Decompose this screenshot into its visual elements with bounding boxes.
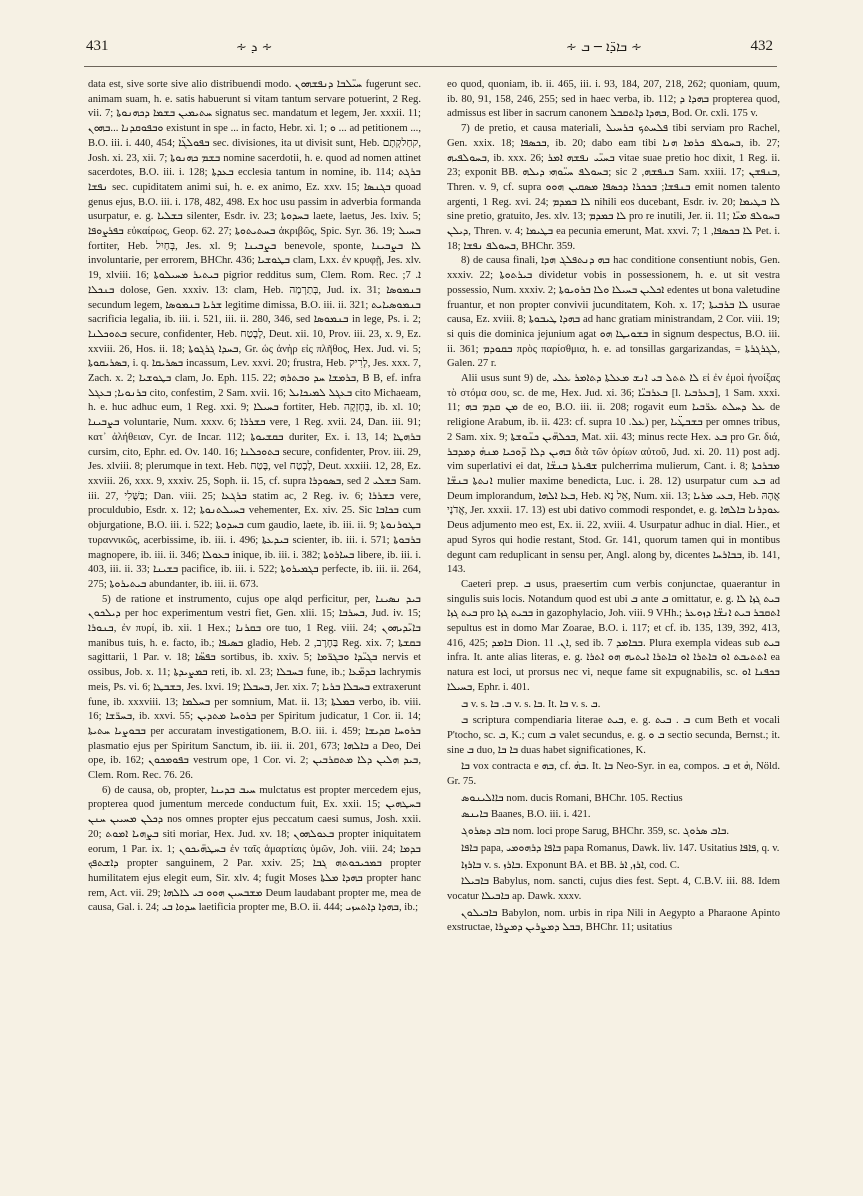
- entry-babylon: ܒܐܒܝܠܘܢ Babylon, nom. urbis in ripa Nili in Aegypto a Pharaone Apinto exstructae, ܒܒܠ ܕܡܨܪܝܢ ܕܡܨܪܐ, BHChr. 11; usitatius: [447, 907, 780, 934]
- left-column: [88, 78, 421, 916]
- right-paragraph-4: Alii usus sunt 9) de, ܠܐ ܬܬܠ ܒܝ ܐܢܫ ܡܥܠܬܐ ܕܬܐܡܪ ܥܠܝ εἰ ἐν ἐμοὶ ἠνοίξας τὸ στόμα σου, sc. de me, Hex. Jud. xi. 36; ܒܥܪܒܝ̈ܐ [l. ܒܥܪܒܝܐ], 1 Sam. xxxi. 11; ܡܢ ܩܕܡ ܒܗ de eo, B.O. iii. ii. 208; rogavit eum ܥܠ ܕܚܠܬ ܥܪ̈ܒܝܐ de religione Arabum, ib. ii. 423: cf. supra ܥܠ. 10) per, ܒܫܒܛ̈ܝܐ per omnes tribus, 2 Sam. xix. 9; ܒܟܠܗ̈ܝܢ ܟܢ̈ܘܫܬܐ, Mat. xii. 43; minus recte Hex. ܒܥ pro Gr. διά, ܒܗܝܢ ܕܠܐ ܕ̈ܘܟܝܐ ܡܢܗ̇ ܕܡܕܒܪ διὰ τῶν ὁρίων αὐτοῦ, Jud. xi. 20. 11) post adj. vim superlativi ei dat, ܫܦܝܪܬܐ ܒܢܫ̈ܐ pulcherrima mulierum, Cant. i. 8; ܡܒܪܟܬܐ ܐܢܬܬܐ ܒܢܫ̈ܐ mulier maxime benedicta, Luc. i. 28. 12) usurpatur cum ܒܥ ad Deum implorandum, ܒܥܐ ܐܠܗܐ, Heb. אֵל נָא, Num. xii. 13; ܒܥܝ ܡܪܝܐ, Heb. אֲהָהּ אֲדֹנָי, Jer. xxxii. 17. 13) est ubi dativo commodi respondet, e. g. ܥܘܕܪܢܐ ܒܐܠܗܐ Deus adjumento meo est, Ex. ii. 22, xviii. 4. Usurpatur adhuc in dial. Hier., et apud Syros qui hodie restant, Stod. Gr. 141, quorum tamen qui in montibus degunt cam reduplicant in sensu per, Angl. along by, dicentes ܒܒܐܪܚܐ, ib. 141, 143.: [447, 373, 781, 576]
- left-paragraph-1: data est, sive sorte sive alio distribuendi modo. ܚܝ̈ܠܒܐ ܕܢܦܫܗܘܢ fugerunt sec. animam suam, h. e. satis habuerunt si vitam tantum servare potuerint, 2 Reg. vii. 7; ܚܬܝܡܝܢ ܒܫܡܐ ܕܟܗܢܘܬܐ signatus sec. mandatum et legem, Jer. xxxii. 11; ܘܒܦܘܩܕܢܐ ...ܒܗܘܢ existunt in spe ... in facto, Hebr. xi. 1; ܘ ... ad petitionem ..., B.O. iii. i. 440, 454; ܒܦܘܠܓ̈ܐ sec. divisiones, ita ut divisit sunt, Heb. קחַלקְתָם, Josh. xi. 23, xii. 7; ܒܫܡ ܟܗܢܘܬܐ nomine sacerdotii, h. e. quod ad nomen attinet sacerdotes, B.O. iii. i. 128; ܒܥܕܬܐ ecclesia tantum in nomine, ib. 114; ܒܪܓܬ ܢܦܫܐ sec. cupiditatem animi sui, h. e. ex animo, Ez. xxv. 15; ܒܓܢܣܐ quoad genus ejus, B.O. iii. i. 178, 482, 498. Ex hoc usu passim in adverbia formanda usurpatur, e. g. ܒܫܠܝܐ silenter, Esdr. iv. 23; ܒܚܕܘܬܐ laete, laetus, Jes. lxiv. 5; ܒܦܪܨܘܦܐ εὐκαίρως, Geop. 62. 27; ܒܚܬܝܬܘܬܐ ἀκριβῶς, Spic. Syr. 36. 19; ܒܚܝܠ fortiter, Heb. בְּחַיִל, Jes. xl. 9; ܒܨܒܝܢܐ benevole, sponte, ܠܐ ܒܨܒܝܢܐ involuntarie, per errorem, BHChr. 436; ܒܛܘܫܝܐ clam, Lxx. ἐν κρυφῇ, Jes. xlv. 19, xlviii. 16; ܒܝܬܝܪ ܡܚܝܠܘܬܐ pigrior redditus sum, Clem. Rom. Rec. ܐ. 7; ܒܢܟܠܐ dolose, Gen. xxxiv. 13: clam, Heb. בְּתַרְמָה, Jud. ix. 31; ܒܢܡܘܣܐ secundum legem, ܫܪܝܐ ܒܢܡܘܣܐ legitime dimissa, B.O. iii. ii. 321; ܒܢܡܘܣܝܐܝܬ sacrificia legalia, ib. iii. i. 521, iii. ii. 280, 346, sed ܒܢܡܘܣܐ in lege, Ps. i. 2; ܒܬܘܟܠܢܐ secure, confidenter, Heb. לָבֶטַח, Deut. xii. 10, Prov. iii. 23, x. 9, Ez. xxviii. 26, Hos. ii. 18; ܒܚܕܐ ܓܪܓܘܬܐ, Gr. ὡς ἀνὴρ εἰς πλῆθος, Hex. Jud. vi. 5; ܒܣܪܝܩܘܬܐ, i. q. ܒܣܪܝܩܐ incassum, Lev. xxvi. 20; frustra, Heb. לָרִיק, Jes. xxx. 7, Zach. x. 2; ܒܛܘܫܝܐ clam, Jo. Eph. 115. 22; ܒܪܡܫܐ ܚܕ ܘܒܬܪܗ, B B, ef. infra ܒܪܢܘܝܐ; ܒܥܓܠ cito, confestim, 2 Sam. xvii. 16; ܒܥܓܠ ܠܡܝܟܐܝܠ cito Michaeam, h. e. huc adhuc eum, 1 Reg. xxi. 9; ܒܚܝܠܐ fortiter, Heb. בְּחָזְקָה, ib. xl. 10; ܒܨܒܝܢܐ voluntarie, Num. xxxv. 6; ܒܫܪܪܐ vere, 1 Reg. xvii. 24, Dan. iii. 91; κατ᾿ ἀλήθειαν, Cyr. de Incar. 112; ܒܩܫܝܘܬܐ duriter, Ex. i. 13, 14; ܒܪܗܛܐ cursim, cito, Ephr. ed. Ov. 140. 16; ܒܬܘܟܠܢܐ secure, confidenter, Prov. iii. 29, Jes. xlviii. 8; plerumque in text. Heb. בֶּטַח, vel לָבֶטַח, Deut. xxxiii. 12, 28, Ez. xxviii. 26, xxx. 9, xxxiv. 25, Soph. ii. 15, cf. supra ܒܣܘܕܪܐ, sed ܒܫܠܝ 2 Sam. iii. 27, בַּשֶּׁלִי; Dan. viii. 25; ܒܪܓܥܐ statim ac, 2 Reg. iv. 6; ܒܫܪܪܐ vere, proculdubio, Esdr. x. 12; ܒܚܝܠܬܢܘܬܐ vehementer, Ex. xiv. 25. Sic ܒܟܐܒܐ cum objurgatione, B.O. iii. i. 522; ܒܚܕܘܬܐ cum gaudio, laete, ib. iii. ii. 9; ܒܛܘܪܢܘܬܐ τυραννικῶς, acerbissime, ib. iii. i. 496; ܒܝܕܥܬܐ scienter, ib. iii. i. 571; ܒܪܒܘܬܐ magnopere, ib. iii. ii. 346; ܒܥܘܠܐ inique, ib. iii. i. 382; ܒܚܐܪܘܬܐ libere, ib. iii. i. 403, iii. ii. 33; ܒܫܝܢܐ pacifice, ib. iii. i. 522; ܒܓܡܝܪܘܬܐ perfecte, ib. iii. ii. 264, 275; ܒܝܬܝܪܘܬܐ abundanter, ib. iii. ii. 673.: [88, 79, 422, 590]
- cross-reference-line: ܒ v. s. ܒ. ܒܐ v. s. ܒܐ. It. ܒܐ v. s. ܒ.: [461, 698, 601, 710]
- left-page-number: 431: [86, 38, 109, 54]
- header-rule: [84, 66, 777, 67]
- entry-babylus: ܒܐܒܝܠܐ Babylus, nom. sancti, cujus dies fest. Sept. 4, C.B.V. iii. 88. Idem vocatur ܒܐܒܝܠܐ ap. Dawk. xxxv.: [447, 876, 780, 902]
- entry-ducis-romani: ܒܐܐܠܝܢܘܣ nom. ducis Romani, BHChr. 105. Rectius: [461, 792, 683, 804]
- right-paragraph-2: 7) de pretio, et causa materiali, ܦܠܚܬܟ ܒܪܚܝܠ tibi serviam pro Rachel, Gen. xxix. 18; ܒܟܣܦܐ, ib. 20; dabo eam tibi ܒܚܘܠܦ ܟܪܡܐ ܗܢܐ, ib. 27; ܒܚܘܠܦܝܗ, ib. xxx. 26; ܒܚܝ̈ܝ ܢܦܫܗ ܐܡܪ vitae suae pretio hoc dixit, 1 Reg. ii. 23; exponit BB. ܒܚܘܠܦ ܚܝ̈ܘܗܝ ܕܝܠܗ; sic ܒܢܦܫܗ, 2 Sam. xxiii. 17; ܒܢܦܫܢ, Thren. v. 9, cf. supra ܒܢܦܫܐ; ܒܟܟܪܐ ܕܟܣܦܐ ܡܣܩܝܢ ܗܘܘ emit nomen talento argenti, 1 Reg. xvi. 24; ܠܐ ܒܡܕܡ nihili eos ducebant, Esdr. iv. 20; ܠܐ ܒܛܝܡܐ sine pretio, gratuito, Jes. xlv. 13; ܠܐ ܒܡܕܡ pro re inutili, Jer. ii. 11; ܒܚܘܠܦ ܡܝ̈ܐ ܕܝܠܢ, Thren. v. 4; ܒܛܝܡܐ ea pecunia emerunt, Mat. xxvi. 7; ܠܐ ܒܟܣܦܐ, 1 Pet. i. 18; ܒܚܘܠܦ ܢܦܫܐ, BHChr. 359.: [447, 123, 780, 252]
- left-running-head: ∻ ܕ ∻: [236, 40, 273, 55]
- right-paragraph-3: 8) de causa finali, ܒܗ ܕܢܬܦܠܓ ܗܕܐ hac conditione consentiunt nobis, Gen. xxxiv. 22; ܒܝܪܬܘܬܐ dividetur vobis in possessionem, h. e. ut sit vestra possessio, Num. xxxiv. 2; ܐܟܠܝܢ ܒܚܝܠܐ ܘܠܐ ܒܪܘܝܘܬܐ edentes ut bona valetudine fruantur, et non propter convivii jucunditatem, Koh. x. 17; ܠܐ ܒܪܒܝܬܐ usurae causa, Ez. xviii. 8; ܒܗܕܐ ܛܝܒܘܬܐ ad hanc gratiam ministrandam, 2 Cor. viii. 19; si quis die dominica jejunium agat ܒܫܘܝܛܐ ܗܘ in signum despectus, B.O. iii. ii. 361; ܒܩܘܕܡ πρὸς παρίσθμια, h. e. ad tonsillas gargarizandas, = ܠܓܪܓܪܬܐ, Galen. 27 r.: [447, 255, 781, 370]
- right-paragraph-1: eo quod, quoniam, ib. ii. 465, iii. i. 93, 184, 207, 218, 262; quoniam, quum, ib. 80, 91, 158, 246, 255; sed in haec verba, ib. 112; ܒܗܕܐ ܕ propterea quod, admissus est liber in sacrum canonem ܒܗܕܐ ܕܐܬܩܒܠ, Bod. Or. cxli. 175 v.: [447, 79, 780, 120]
- entry-baanes: ܒܐܝܢܣ Baanes, B.O. iii. i. 421.: [461, 809, 591, 821]
- right-column: [447, 78, 780, 936]
- left-paragraph-3: 6) de causa, ob, propter, ܚܝܒ ܒܕܝܢܐ mulctatus est propter mercedem ejus, propterea quod jumentum mercede conductum fuit, Ex. xxii. 15; ܒܚܛܗܝܢ ܕܟܠܢ ܡܚܝܝܢ ܚܢܢ nos omnes propter ejus peccatum caesi sumus, Josh. xxii. 20; ܒܨܗܝܐ ܐܡܘܬ siti moriar, Hex. Jud. xv. 18; ܒܥܘܠܗܘܢ propter iniquitatem eorum, 1 Par. ix. 1; ܒܚܛܗ̈ܝܟܘܢ ἐν ταῖς ἁμαρτίαις ὑμῶν, Joh. viii. 24; ܒܕܡܐ ܕܐܫܬܦܟ propter sanguinem, 2 Par. xxiv. 25; ܒܡܟܝܟܘܬܗ ܓܒܐ propter humilitatem ejus elegit eum, Sir. xlv. 4; fugit Moses ܒܗܕܐ ܡܠܬܐ propter hanc rem, Act. vii. 29; ܡܫܒܚܝܢ ܗܘܘ ܒܝ ܠܐܠܗܐ Deum laudabant propter me, mea de causa, Gal. i. 24; ܚܕܘܐ ܒܝ laetificia propter me, B.O. ii. 444; ܒܗܕܐ ܕܐܬܚܙܝ, ib.;: [88, 784, 421, 914]
- entry-contracted-form: ܒܐ vox contracta e ܒܗ, cf. ܒܗ̇. It. ܒܐ Neo-Syr. in ea, compos. ܒ et ܗ̇, Nöld. Gr. 75.: [447, 761, 780, 788]
- entry-bab-sarug: ܒܐܒ ܕܣܪܘܓ nom. loci prope Sarug, BHChr. 359, sc. ܒܐܒ ܣܪܘܓ.: [461, 826, 730, 838]
- entry-papa: ܒܐܦܐ papa, ܒܐܦܐ ܕܪܗܘܡܝ papa Romanus, Dawk. liv. 147. Usitatius ܦܐܦܐ, q. v.: [461, 842, 780, 854]
- left-paragraph-2: 5) de ratione et instrumento, cujus ope alqd perficitur, per, ܒܝܕ ܢܣܝܢܐ ܕܝܠܟܘܢ per hoc experimentum vestri fiet, Gen. xlii. 15; ܒܚܪܒܐ, Jud. iv. 15; ܒܢܘܪܐ, ἐν πυρί, ib. xii. 1 Hex.; ܒܩܪܢܐ ore tuo, 1 Reg. viii. 24; ܒܐܝ̈ܕܝܗܘܢ manibus tuis, h. e. facto, ib.; ܒܣܝܦܐ gladio, Heb. בַּחֶרֶב, 2 Reg. xix. 7; ܒܩܫܬܐ sagittarii, 1 Par. v. 18; ܒܦܣ̈ܐ sortibus, ib. xxiv. 5; ܒܓܝ̈ܕܐ ܘܒܓܪ̈ܡܐ nervis et ossibus, Job. x. 11; ܒܡܨܝܕܬܐ reti, ib. xl. 23; ܒܚܒܠܐ fune, ib.; ܒܕܡ̈ܥܐ lachrymis meis, Ps. vi. 6; ܒܫܒܛܐ, Jes. lxvi. 19; ܒܚܒܠܐ, Jer. xix. 7; ܒܚܒܠܐ ܒܪܝܐ extraxerunt fune, ib. xxxviii. 13; ܒܚܠܡܐ per somnium, Mat. ii. 13; ܒܡܠܬܐ verbo, ib. viii. 16; ܒܚܪ̈ܫܐ, ib. xxvi. 55; ܒܪܘܚܐ ܡܬܕܝܢ per Spiritum judicatur, 1 Cor. ii. 14; ܒܒܘܨܝܐ ܚܬܝܬܐ per accuratam investigationem, B.O. iii. i. 459; ܒܪܘܚܐ ܩܕܝܫܐ plasmatio ejus per Spiritum Sanctum, ib. iii. ii. 201, 673; ܒܐܠܗܐ a Deo, Dei ope, ib. 162; ܒܦܘܡܟܘܢ vestrum ope, 1 Cor. vi. 2; ܒܝܕ ܗܠܝܢ ܕܠܐ ܡܬܩܪܒܝܢ, Clem. Rom. Rec. 76. 26.: [88, 593, 422, 782]
- right-running-head: ∻ ܒܐܕ̈ܐ ─ ܒ ∻: [566, 40, 643, 55]
- entry-barza: ܒܐܪܙܐ v. s. ܒܐܪܙ. Exponunt BA. et BB. ܐܪܙ, ܐܪ, cod. C.: [461, 859, 680, 871]
- right-page-number: 432: [750, 38, 773, 54]
- right-paragraph-5: Caeteri prep. ܒ usus, praesertim cum verbis conjunctae, quaerantur in singulis suis locis. Notandum quod est ubi ܒ ante ܒ omittatur, e. g. ܒܝܬ ܓܙܐ ܠܐ ܒܝܬ ܓܙܐ pro ܒܒܝܬ ܓܙܐ in gazophylacio, Joh. viii. 9 VHh.; ܐܬܩܒܪ ܒܝܬ ܐܢܫ̈ܐ ܕܙܘܥܪ sepultus est in domo Mar Zoarae, B.O. i. 117; et cf. ib. 135, 139, 392, 413, 416, 425; ܒܐܡܕ Dion. ܐܢ. 11, sed ib. 7 ܒܒܐܡܕ. Plura exempla videas sub ܒܝܬ infra. It. ante alias literas, e. g. ܐܬܬܝܒܬ ܐܘ ܒܐܬܪܐ ܐܘ ܒܐܬܪܐ ܐܝܬܝܗ ܗܘ ܐܬܪܐ ea natura est loci, ut prorsus nec vi, neque fame sit expugnabilis, sc. ܒܟܦܢܐ ܐܘ ܒܚܝܠܐ, Ephr. i. 401.: [447, 578, 781, 693]
- entry-abbreviation: ܒ scriptura compendiaria literae ܒܝܬ, e. g. ܒ . ܒܝܬ cum Beth et vocali P'tocho, sc. ܒ, K.; cum ܒ valet secundus, e. g. ܒ ܘ sectio secunda, Bernst.; it. sine ܒ duo, ܒܐ ܒܐ duas habet significationes, K.: [447, 715, 780, 756]
- page-header: [86, 38, 773, 62]
